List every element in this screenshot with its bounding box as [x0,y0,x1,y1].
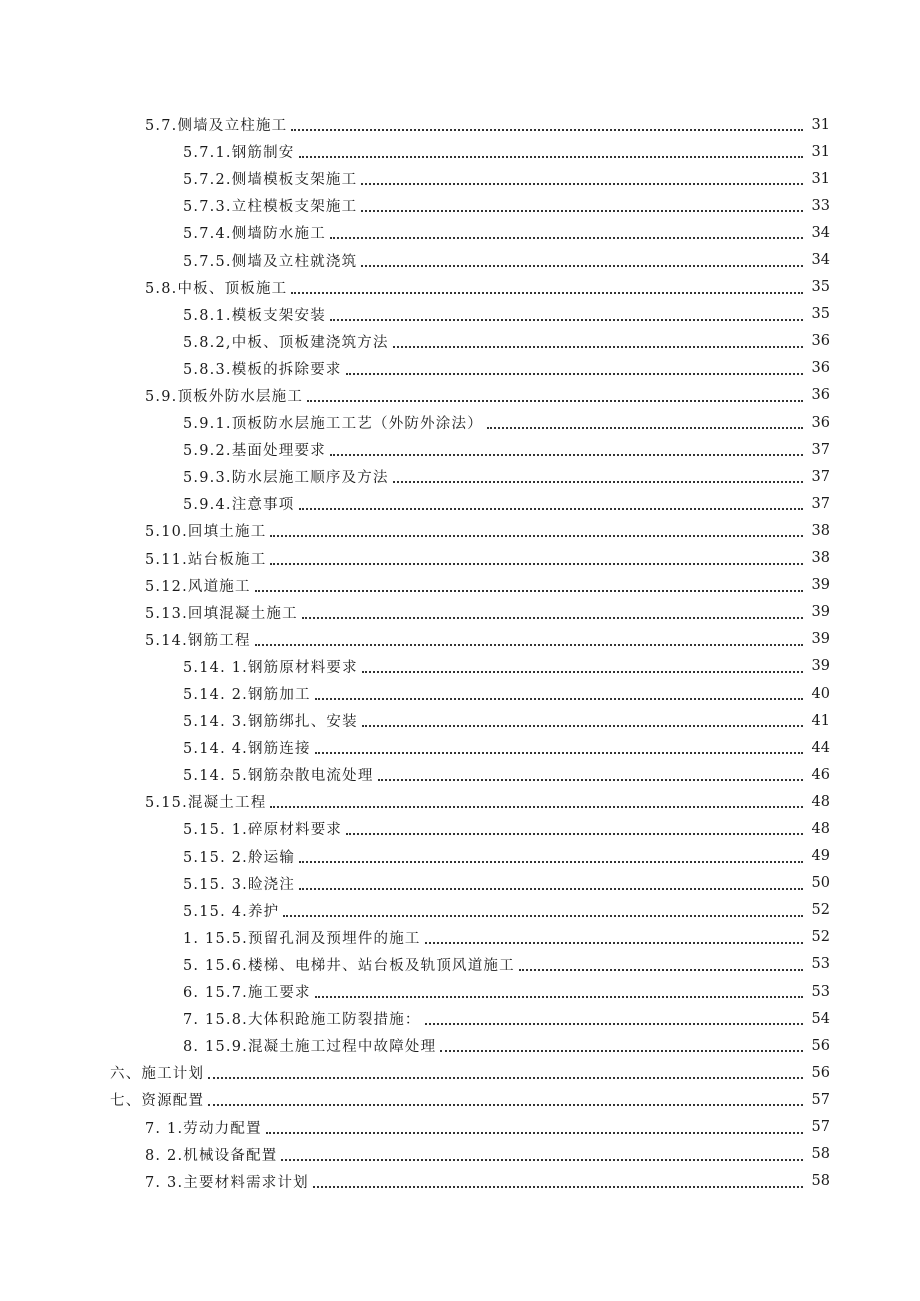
toc-entry-page-number: 54 [811,1010,830,1027]
toc-entry-title: 5.10.回填土施工 [145,524,267,541]
toc-entry-page-number: 36 [811,414,830,431]
toc-entry-title: 8. 2.机械设备配置 [145,1147,278,1164]
toc-entry-page-number: 37 [811,468,830,485]
dot-leader [393,480,803,483]
toc-entry[interactable] [0,870,830,897]
dot-leader [313,1185,803,1188]
toc-entry-page-number: 50 [811,875,830,892]
toc-entry-page-number: 53 [811,983,830,1000]
toc-entry-title: 5.15.混凝土工程 [145,795,267,812]
dot-leader [440,1049,803,1052]
toc-entry-page-number: 49 [811,848,830,865]
toc-entry[interactable] [0,274,830,301]
dot-leader [291,291,803,294]
toc-entry[interactable] [0,138,830,165]
toc-entry-page-number: 39 [811,604,830,621]
toc-entry-page-number: 31 [811,170,830,187]
toc-entry-page-number: 36 [811,333,830,350]
toc-entry[interactable] [0,572,830,599]
toc-entry-title: 5.8.2,中板、顶板建浇筑方法 [183,334,389,351]
dot-leader [330,318,803,321]
dot-leader [346,372,803,375]
toc-entry-page-number: 46 [811,766,830,783]
toc-entry-title: 5.14. 1.钢筋原材料要求 [183,659,358,676]
toc-entry-title: 七、资源配置 [110,1093,205,1110]
toc-entry-title: 5.15. 3.睑浇注 [183,876,296,893]
toc-entry[interactable] [0,1086,830,1113]
dot-leader [255,643,803,646]
dot-leader [266,1131,803,1134]
dot-leader [307,399,803,402]
toc-entry[interactable] [0,301,830,328]
toc-entry[interactable] [0,815,830,842]
toc-entry-page-number: 58 [811,1146,830,1163]
dot-leader [255,589,803,592]
dot-leader [315,751,803,754]
toc-entry[interactable] [0,626,830,653]
dot-leader [330,453,803,456]
toc-entry[interactable] [0,653,830,680]
toc-entry[interactable] [0,111,830,138]
dot-leader [270,562,803,565]
toc-entry-title: 5.14.钢筋工程 [145,632,251,649]
toc-entry[interactable] [0,734,830,761]
dot-leader [270,805,803,808]
toc-entry-page-number: 38 [811,522,830,539]
dot-leader [302,616,803,619]
toc-entry[interactable] [0,788,830,815]
toc-entry-page-number: 35 [811,279,830,296]
toc-entry-title: 1. 15.5.预留孔洞及预埋件的施工 [183,930,421,947]
toc-entry[interactable] [0,165,830,192]
toc-entry-page-number: 31 [811,116,830,133]
toc-entry-title: 7. 1.劳动力配置 [145,1120,262,1137]
toc-entry-title: 六、施工计划 [110,1066,205,1083]
toc-entry-title: 5.9.顶板外防水层施工 [145,388,304,405]
dot-leader [270,534,803,537]
dot-leader [361,209,803,212]
toc-entry-title: 5.11.站台板施工 [145,551,267,568]
toc-entry-page-number: 53 [811,956,830,973]
dot-leader [315,995,803,998]
toc-entry[interactable] [0,436,830,463]
dot-leader [281,1158,803,1161]
toc-entry-title: 5.14. 5.钢筋杂散电流处理 [183,768,374,785]
toc-entry[interactable] [0,355,830,382]
dot-leader [393,345,803,348]
toc-entry-page-number: 41 [811,712,830,729]
toc-entry-title: 5.9.1.顶板防水层施工工艺（外防外涂法） [183,416,483,433]
toc-entry-page-number: 48 [811,820,830,837]
toc-entry-page-number: 39 [811,577,830,594]
dot-leader [425,1022,803,1025]
toc-entry-title: 5.14. 3.钢筋绑扎、安装 [183,714,358,731]
toc-entry-page-number: 52 [811,902,830,919]
dot-leader [299,155,803,158]
dot-leader [299,507,803,510]
dot-leader [487,426,803,429]
toc-entry-page-number: 36 [811,360,830,377]
dot-leader [519,968,803,971]
toc-entry[interactable] [0,219,830,246]
toc-entry-title: 5.15. 4.养护 [183,903,280,920]
toc-entry-title: 5.9.2.基面处理要求 [183,443,326,460]
toc-entry-page-number: 34 [811,252,830,269]
toc-entry-title: 5.12.风道施工 [145,578,251,595]
toc-entry-title: 5.7.侧墙及立柱施工 [145,118,288,135]
dot-leader [283,914,803,917]
toc-entry-page-number: 40 [811,685,830,702]
toc-entry-page-number: 39 [811,631,830,648]
toc-entry-page-number: 38 [811,550,830,567]
toc-entry[interactable] [0,951,830,978]
toc-entry-title: 5.8.中板、顶板施工 [145,280,288,297]
toc-entry-page-number: 37 [811,495,830,512]
toc-entry-page-number: 31 [811,143,830,160]
toc-entry[interactable] [0,1141,830,1168]
dot-leader [291,128,803,131]
dot-leader [378,778,803,781]
dot-leader [346,832,803,835]
dot-leader [208,1076,803,1079]
toc-entry-title: 5.15. 2.舲运输 [183,849,296,866]
toc-entry-page-number: 36 [811,387,830,404]
toc-entry-title: 5.14. 4.钢筋连接 [183,741,311,758]
dot-leader [208,1103,803,1106]
toc-entry[interactable] [0,978,830,1005]
dot-leader [361,182,803,185]
toc-entry-title: 5.15. 1.碎原材料要求 [183,822,343,839]
toc-entry-title: 5.7.3.立柱模板支架施工 [183,199,358,216]
toc-entry[interactable] [0,545,830,572]
dot-leader [362,670,803,673]
dot-leader [361,264,803,267]
toc-entry-title: 5.7.4.侧墙防水施工 [183,226,326,243]
toc-entry-title: 7. 3.主要材料需求计划 [145,1174,309,1191]
toc-entry-title: 5. 15.6.楼梯、电梯井、站台板及轨顶风道施工 [183,957,515,974]
toc-entry[interactable] [0,1168,830,1195]
toc-entry-page-number: 52 [811,929,830,946]
toc-entry-page-number: 57 [811,1091,830,1108]
toc-entry[interactable] [0,1032,830,1059]
toc-entry[interactable] [0,328,830,355]
toc-entry-page-number: 57 [811,1119,830,1136]
toc-entry[interactable] [0,843,830,870]
toc-entry[interactable] [0,761,830,788]
dot-leader [299,860,803,863]
dot-leader [362,724,803,727]
toc-entry-page-number: 56 [811,1064,830,1081]
toc-entry-title: 5.13.回填混凝土施工 [145,605,298,622]
toc-entry-title: 5.7.2.侧墙模板支架施工 [183,172,358,189]
toc-entry-title: 7. 15.8.大体积跄施工防裂措施： [183,1012,421,1029]
toc-entry-page-number: 48 [811,793,830,810]
toc-entry[interactable] [0,599,830,626]
toc-entry[interactable] [0,490,830,517]
toc-entry-page-number: 37 [811,441,830,458]
dot-leader [299,887,803,890]
toc-entry-title: 5.9.3.防水层施工顺序及方法 [183,470,389,487]
toc-entry-page-number: 44 [811,739,830,756]
toc-entry[interactable] [0,1005,830,1032]
table-of-contents [0,111,920,1195]
toc-entry[interactable] [0,1059,830,1086]
toc-entry-page-number: 39 [811,658,830,675]
toc-entry-title: 5.8.1.模板支架安装 [183,307,326,324]
dot-leader [330,236,803,239]
toc-entry[interactable] [0,924,830,951]
toc-entry[interactable] [0,517,830,544]
toc-entry-page-number: 58 [811,1173,830,1190]
toc-entry-title: 5.8.3.模板的拆除要求 [183,361,342,378]
toc-entry-page-number: 35 [811,306,830,323]
dot-leader [425,941,803,944]
toc-entry[interactable] [0,1113,830,1140]
toc-entry-page-number: 34 [811,224,830,241]
toc-entry-title: 5.14. 2.钢筋加工 [183,687,311,704]
toc-entry-title: 6. 15.7.施工要求 [183,985,311,1002]
toc-entry[interactable] [0,192,830,219]
toc-entry-title: 8. 15.9.混凝土施工过程中故障处理 [183,1039,437,1056]
toc-entry[interactable] [0,707,830,734]
toc-entry[interactable] [0,897,830,924]
toc-entry[interactable] [0,463,830,490]
toc-entry-title: 5.9.4.注意事项 [183,497,295,514]
toc-entry[interactable] [0,680,830,707]
toc-entry-page-number: 56 [811,1037,830,1054]
toc-entry[interactable] [0,382,830,409]
toc-entry-title: 5.7.5.侧墙及立柱就浇筑 [183,253,358,270]
toc-entry[interactable] [0,246,830,273]
toc-entry-title: 5.7.1.钢筋制安 [183,145,295,162]
dot-leader [315,697,803,700]
toc-entry-page-number: 33 [811,197,830,214]
toc-entry[interactable] [0,409,830,436]
